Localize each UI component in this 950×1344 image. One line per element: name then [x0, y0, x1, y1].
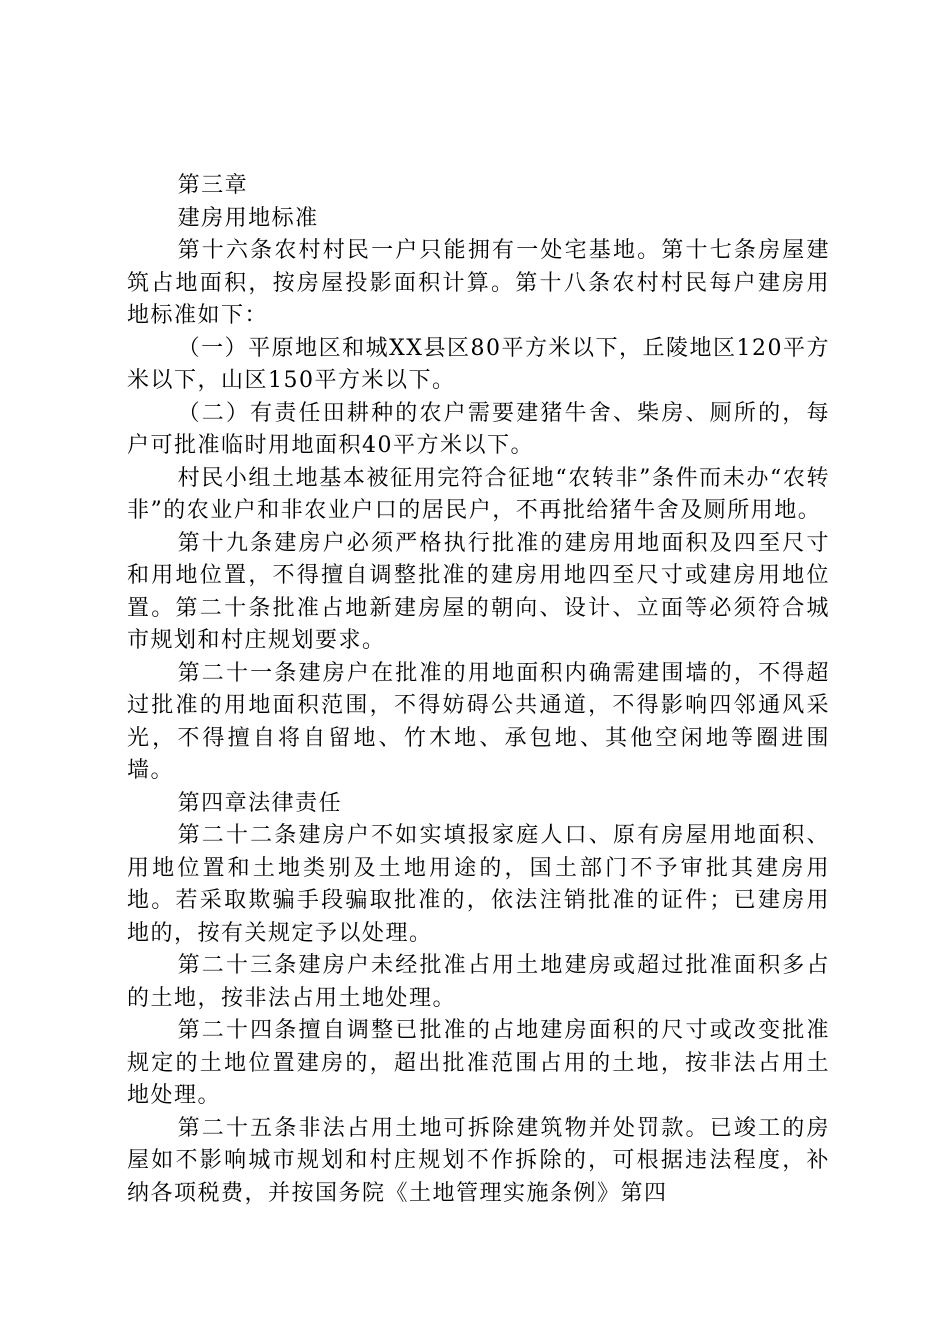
paragraph: （二）有责任田耕种的农户需要建猪牛舍、柴房、厕所的，每户可批准临时用地面积40平方米以下。: [127, 400, 830, 458]
paragraph: 第二十一条建房户在批准的用地面积内确需建围墙的，不得超过批准的用地面积范围，不得妨碍公共通道，不得影响四邻通风采光，不得擅自将自留地、竹木地、承包地、其他空闲地等圈进围墙。: [127, 660, 830, 783]
paragraph: 第二十二条建房户不如实填报家庭人口、原有房屋用地面积、用地位置和土地类别及土地用途的，国土部门不予审批其建房用地。若采取欺骗手段骗取批准的，依法注销批准的证件；已建房用地的，按有关规定予以处理。: [127, 823, 830, 946]
paragraph: 第二十三条建房户未经批准占用土地建房或超过批准面积多占的土地，按非法占用土地处理。: [127, 953, 830, 1011]
chapter-heading: 第四章法律责任: [177, 790, 343, 816]
chapter-heading: 第三章: [177, 173, 249, 198]
paragraph: 村民小组土地基本被征用完符合征地“农转非”条件而未办“农转非”的农业户和非农业户口的居民户，不再批给猪牛舍及厕所用地。: [127, 465, 830, 523]
paragraph: （一）平原地区和城XX县区80平方米以下，丘陵地区120平方米以下，山区150平方米以下。: [127, 335, 830, 393]
paragraph: 第十九条建房户必须严格执行批准的建房用地面积及四至尺寸和用地位置，不得擅自调整批准的建房用地四至尺寸或建房用地位置。第二十条批准占地新建房屋的朝向、设计、立面等必须符合城市规划和村庄规划要求。: [127, 530, 830, 653]
paragraph: 第二十五条非法占用土地可拆除建筑物并处罚款。已竣工的房屋如不影响城市规划和村庄规划不作拆除的，可根据违法程度，补纳各项税费，并按国务院《土地管理实施条例》第四: [127, 1115, 830, 1206]
chapter-title: 建房用地标准: [177, 205, 319, 231]
paragraph: 第十六条农村村民一户只能拥有一处宅基地。第十七条房屋建筑占地面积，按房屋投影面积计算。第十八条农村村民每户建房用地标准如下：: [127, 238, 830, 328]
paragraph: 第二十四条擅自调整已批准的占地建房面积的尺寸或改变批准规定的土地位置建房的，超出批准范围占用的土地，按非法占用土地处理。: [127, 1018, 830, 1108]
